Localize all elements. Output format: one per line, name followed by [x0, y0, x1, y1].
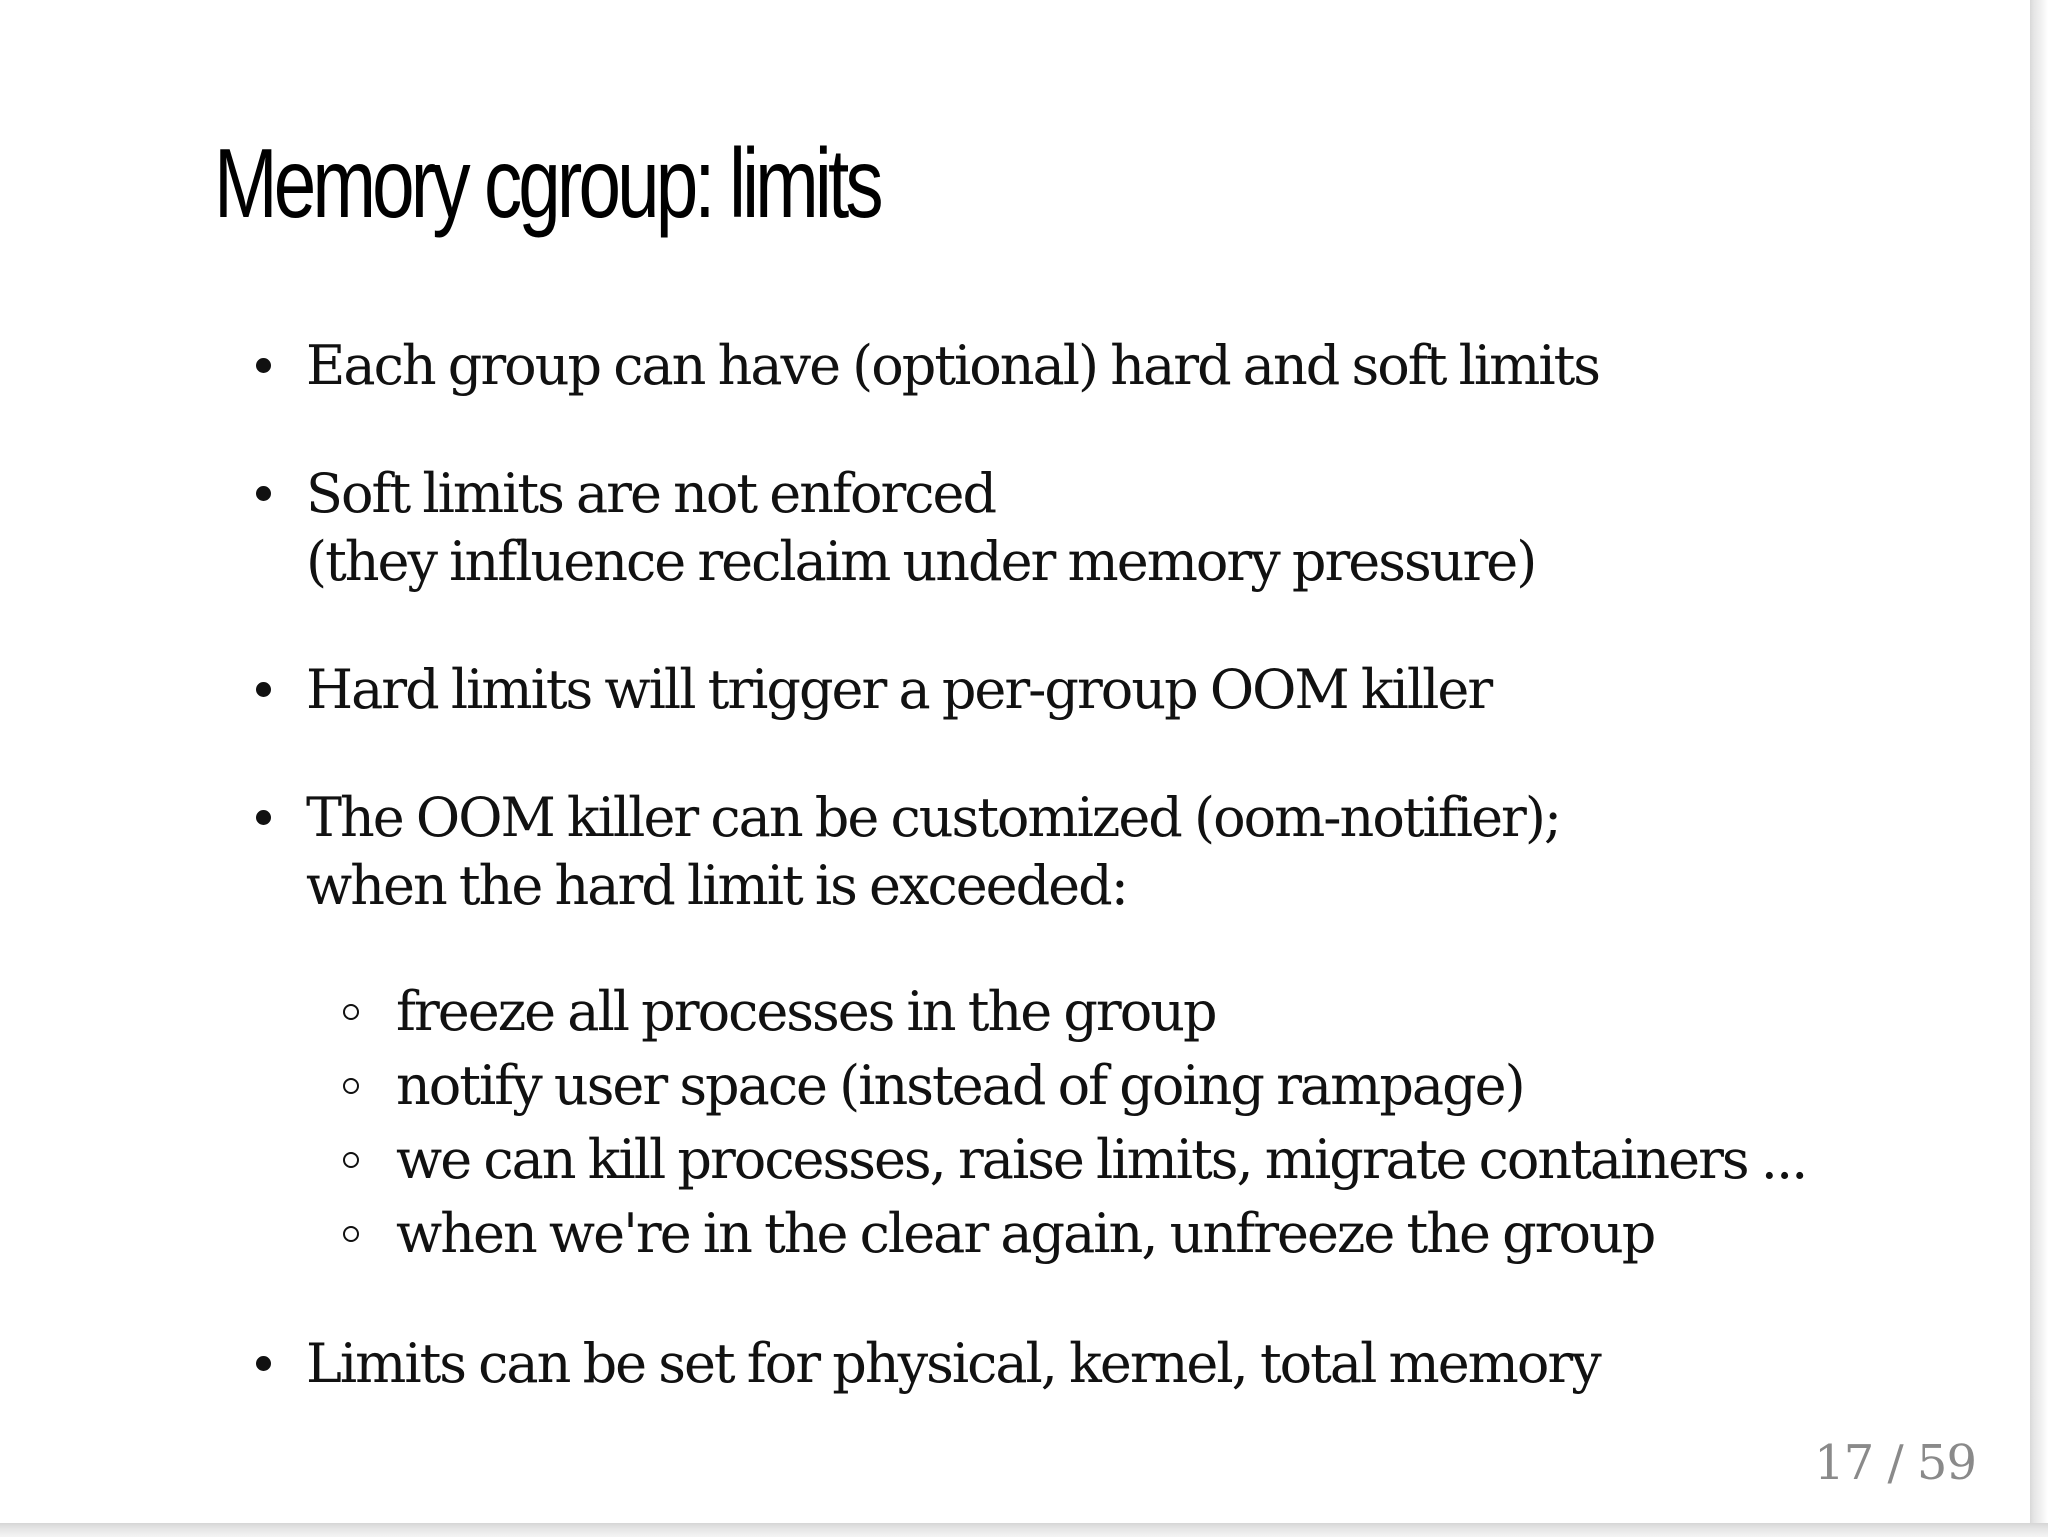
sub-list-item: when we're in the clear again, unfreeze the group	[396, 1202, 1655, 1265]
bullet-dot-icon	[256, 486, 271, 501]
sub-bullet-circle-icon	[343, 1226, 359, 1242]
sub-list-item: freeze all processes in the group	[396, 980, 1216, 1043]
sub-list-item: notify user space (instead of going rampage)	[396, 1054, 1524, 1117]
page-number: 17 / 59	[1814, 1435, 1976, 1491]
sub-list-item: we can kill processes, raise limits, migrate containers ...	[396, 1128, 1807, 1191]
list-item	[306, 460, 1535, 596]
list-item-line: The OOM killer can be customized (oom-notifier);	[306, 786, 1561, 849]
list-item	[306, 332, 1599, 400]
bullet-dot-icon	[256, 358, 271, 373]
list-item-line: when the hard limit is exceeded:	[306, 854, 1127, 917]
list-item	[306, 784, 1560, 920]
list-item	[306, 1330, 1600, 1398]
bullet-dot-icon	[256, 682, 271, 697]
slide-title: Memory cgroup: limits	[214, 128, 880, 238]
slide-edge-shadow-right	[2030, 0, 2048, 1537]
list-item-line: Each group can have (optional) hard and soft limits	[306, 334, 1600, 397]
sub-bullet-circle-icon	[343, 1152, 359, 1168]
bullet-dot-icon	[256, 810, 271, 825]
list-item	[306, 656, 1491, 724]
list-item-line: Hard limits will trigger a per-group OOM killer	[306, 658, 1492, 721]
list-item-line: (they influence reclaim under memory pressure)	[306, 530, 1536, 593]
list-item-line: Soft limits are not enforced	[306, 462, 996, 525]
sub-bullet-circle-icon	[343, 1004, 359, 1020]
slide-edge-shadow-bottom	[0, 1523, 2048, 1537]
sub-bullet-circle-icon	[343, 1078, 359, 1094]
bullet-dot-icon	[256, 1356, 271, 1371]
list-item-line: Limits can be set for physical, kernel, total memory	[306, 1332, 1600, 1395]
